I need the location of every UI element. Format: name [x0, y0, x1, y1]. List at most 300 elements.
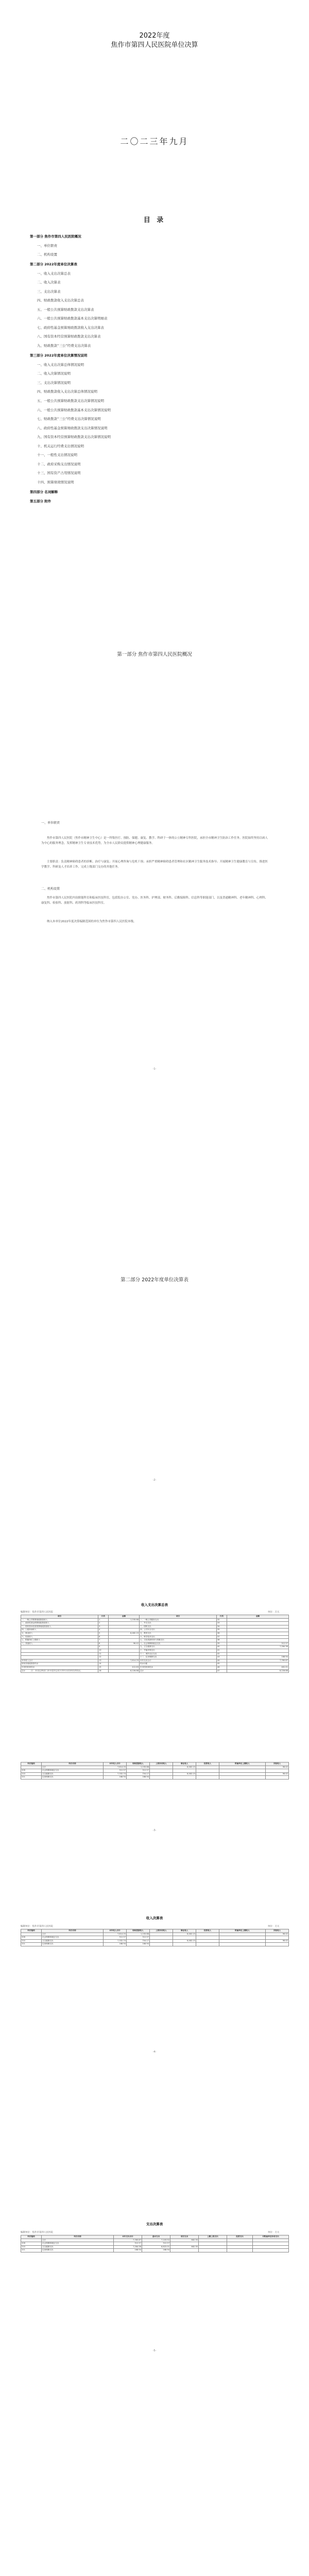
table-row	[21, 1642, 289, 1646]
table-header-cell: 本年支出合计	[114, 2235, 142, 2239]
toc-entry: 九、国有资本经营预算财政拨款支出决算情况说明	[37, 435, 111, 439]
table-cell: 十二、住房保障支出	[140, 1656, 217, 1659]
toc-entry: 四、财政拨款收入支出决算总表	[37, 298, 84, 302]
toc-part-entry: 第一部分 焦作市第四人民医院概况	[30, 234, 81, 239]
table-cell: 8,226.88	[109, 1669, 140, 1673]
table-cell: 7,332.74	[104, 1772, 127, 1776]
table2-unit-label: 编制单位：焦作市第四人民医院	[21, 1925, 53, 1928]
table3-title: 支出决算表	[146, 2222, 163, 2226]
table-cell: 96.42	[266, 1939, 289, 1943]
table-cell	[219, 1772, 266, 1776]
table-cell: 10	[98, 1649, 109, 1652]
duties-paragraph-2: 主要职责：负责精神障碍患者的诊断、治疗与康复；开展心理咨询与危机干预；承担严重精神障碍患者管理和社区精神卫生服务技术指导；开展精神卫生健康教育与宣传，推进医学教学、科研及人才培养工作，完成上级部门交办的其他任务。	[41, 860, 268, 869]
table-cell: 221	[21, 1776, 42, 1780]
table2-income	[21, 1929, 289, 1946]
table-cell	[266, 1769, 289, 1773]
table-cell: 168.94	[127, 1776, 150, 1780]
table-cell: 七、文化旅游体育与传媒支出	[140, 1639, 217, 1642]
table-cell	[173, 1936, 196, 1940]
table-cell: 16	[98, 1669, 109, 1673]
toc-entry: 九、财政拨款“三公”经费支出决算表	[37, 344, 91, 348]
table-cell: 社会保障和就业支出	[42, 1769, 104, 1773]
table-cell: 1,235.68	[109, 1618, 140, 1622]
toc-part-entry: 第二部分 2022年度单位决算表	[30, 262, 77, 266]
toc-entry: 十、机关运行经费支出情况说明	[37, 444, 84, 448]
table-row	[21, 1936, 289, 1940]
table-cell	[109, 1629, 140, 1632]
table-cell: 7,103.52	[142, 2239, 170, 2242]
page-number: -5-	[152, 2349, 157, 2352]
table-header-cell: 上缴上级支出	[199, 2235, 227, 2239]
table-cell: 三、国防支出	[140, 1625, 217, 1629]
page-number: -2-	[152, 1479, 157, 1482]
table-cell: 12	[98, 1656, 109, 1659]
table-header-cell: 科目名称	[42, 1762, 104, 1766]
table-cell: 754.17	[127, 1772, 150, 1776]
table-cell: 十一、城乡社区支出	[140, 1652, 217, 1656]
cover-year-title: 2022年度	[139, 32, 170, 40]
table-cell: 一、一般公共预算财政拨款收入	[21, 1618, 98, 1622]
table-cell	[21, 1649, 98, 1652]
table-cell	[109, 1639, 140, 1642]
cover-org-title: 焦作市第四人民医院单位决算	[111, 41, 198, 49]
toc-entry: 二、收入决算情况说明	[37, 371, 71, 376]
table3-money-unit: 单位：万元	[268, 2231, 280, 2234]
table-cell: 6,482.15	[173, 1766, 196, 1769]
table-cell	[196, 1933, 219, 1936]
table-cell	[266, 1936, 289, 1940]
table-cell: 本年支出合计	[140, 1659, 217, 1663]
table1-money-unit: 单位：万元	[268, 1611, 280, 1614]
table-row	[21, 1622, 289, 1625]
table-cell	[21, 1656, 98, 1659]
table-cell	[199, 2239, 227, 2242]
table-cell	[109, 1622, 140, 1625]
table-cell: 221	[21, 2249, 42, 2252]
table-cell: 96.42	[266, 1933, 289, 1936]
table-cell: 四、上级补助收入	[21, 1629, 98, 1632]
table-cell: 44	[217, 1659, 227, 1663]
table-cell: 6,482.15	[173, 1939, 196, 1943]
table-cell: 卫生健康支出	[42, 1939, 104, 1943]
toc-entry: 十三、国有资产占用情况说明	[37, 471, 81, 475]
toc-entry: 六、一般公共预算财政拨款基本支出决算情况说明	[37, 408, 111, 412]
table-cell: 312.57	[127, 1936, 150, 1940]
table-cell: 本年收入合计	[21, 1659, 98, 1663]
table-cell: 412.63	[109, 1666, 140, 1669]
table-cell: 6	[98, 1635, 109, 1639]
table-cell: 96.42	[109, 1642, 140, 1646]
toc-entry: 三、支出决算情况说明	[37, 381, 71, 385]
table2-money-unit: 单位：万元	[268, 1925, 280, 1928]
table-cell: 7,814.25	[104, 1766, 127, 1769]
table-header-cell: 其他收入	[266, 1929, 289, 1933]
table-row	[21, 1766, 289, 1769]
table-row	[21, 1663, 289, 1666]
table-cell	[199, 2249, 227, 2252]
table-cell: 39	[217, 1642, 227, 1646]
table-cell: 208	[21, 2242, 42, 2246]
table-cell	[227, 1629, 289, 1632]
table-cell	[109, 1663, 140, 1666]
table-header-cell: 上级补助收入	[150, 1929, 173, 1933]
table-header-cell: 基本支出	[142, 2235, 170, 2239]
table-header-cell: 其他收入	[266, 1762, 289, 1766]
table-cell: 住房保障支出	[42, 1776, 104, 1780]
table-cell	[253, 2249, 289, 2252]
table-cell	[219, 1939, 266, 1943]
table-cell: 二、政府性基金预算财政拨款收入	[21, 1622, 98, 1625]
table-cell: 40	[217, 1646, 227, 1649]
toc-entry: 五、一般公共预算财政拨款支出决算情况说明	[37, 399, 104, 403]
table-cell	[253, 2242, 289, 2246]
table-cell: 六、经营收入	[21, 1635, 98, 1639]
toc-entry: 十四、预算绩效情况说明	[37, 480, 74, 484]
table-cell: 36	[217, 1632, 227, 1635]
table-cell: 使用非财政拨款结余	[21, 1663, 98, 1666]
table-cell	[21, 1766, 42, 1769]
table-cell: 6,622.01	[142, 2245, 170, 2249]
table-cell: 96.42	[266, 1766, 289, 1769]
table-cell: 社会保障和就业支出	[42, 2242, 114, 2246]
table-cell: 7	[98, 1639, 109, 1642]
toc-entry: 七、政府性基金预算财政拨款收入支出决算表	[37, 326, 104, 330]
table-cell	[227, 1632, 289, 1635]
table-cell: 7,765.87	[114, 2239, 142, 2242]
table-cell: 卫生健康支出	[42, 1772, 104, 1776]
table-cell	[253, 2239, 289, 2242]
table-header-row	[21, 1929, 289, 1933]
table1-unit-label: 编制单位：焦作市第四人民医院	[21, 1611, 53, 1614]
table-cell: 三、国有资本经营预算财政拨款收入	[21, 1625, 98, 1629]
table-cell	[150, 1933, 173, 1936]
table-cell: 6,482.15	[109, 1632, 140, 1635]
table-cell: 34	[217, 1625, 227, 1629]
toc-part-entry: 第三部分 2022年度单位决算情况说明	[30, 353, 88, 358]
table-header-cell: 科目名称	[42, 1929, 104, 1933]
table-cell: 1,235.68	[127, 1766, 150, 1769]
table-cell: 年初结转和结余	[21, 1666, 98, 1669]
table-row	[21, 1656, 289, 1659]
table-cell	[227, 1649, 289, 1652]
table-cell: 168.94	[104, 1943, 127, 1946]
table-cell: 八、其他收入	[21, 1642, 98, 1646]
table-cell: 结余分配	[140, 1663, 217, 1666]
table-cell: 13	[98, 1659, 109, 1663]
part1-title: 第一部分 焦作市第四人民医院概况	[117, 652, 192, 657]
table-cell	[219, 1936, 266, 1940]
table-cell: 168.94	[104, 1776, 127, 1780]
table-cell: 6,482.15	[173, 1933, 196, 1936]
table-cell: 11	[98, 1652, 109, 1656]
table-header-cell: 科目编码	[21, 1762, 42, 1766]
org-heading: 二、机构设置	[41, 887, 60, 891]
table-cell	[21, 2239, 42, 2242]
table-cell: 九、卫生健康支出	[140, 1646, 217, 1649]
table-cell	[150, 1766, 173, 1769]
toc-entry: 八、国有资本经营预算财政拨款支出决算表	[37, 334, 101, 338]
toc-entry: 八、政府性基金预算财政拨款支出决算情况说明	[37, 426, 108, 430]
table-cell: 312.57	[127, 1769, 150, 1773]
table-header-cell: 金额	[227, 1615, 289, 1619]
table-cell: 7,284.36	[114, 2245, 142, 2249]
table3-unit-label: 编制单位：焦作市第四人民医院	[21, 2231, 53, 2234]
table-row	[21, 2239, 289, 2242]
table-cell: 合计	[42, 1933, 104, 1936]
table-header-cell: 经营收入	[196, 1929, 219, 1933]
toc-entry: 三、支出决算表	[37, 290, 61, 294]
table-cell: 210	[21, 2245, 42, 2249]
table-cell: 一、一般公共服务支出	[140, 1618, 217, 1622]
table-cell	[266, 1943, 289, 1946]
table-header-cell: 上级补助收入	[150, 1762, 173, 1766]
table-cell	[227, 1639, 289, 1642]
table-cell: 总计	[140, 1669, 217, 1673]
table-cell: 35	[217, 1629, 227, 1632]
table-cell	[199, 2245, 227, 2249]
table1-detail	[21, 1762, 289, 1780]
table-cell	[21, 1652, 98, 1656]
table-cell: 33	[217, 1622, 227, 1625]
toc-entry: 一、收入支出决算总表	[37, 272, 71, 276]
table1-title: 收入支出决算总表	[141, 1603, 168, 1607]
table-header-cell: 本年收入合计	[104, 1929, 127, 1933]
table-cell: 8,226.88	[227, 1669, 289, 1673]
table-cell	[227, 2242, 253, 2246]
table-cell: 168.94	[114, 2249, 142, 2252]
table-cell: 46	[217, 1666, 227, 1669]
table-header-row	[21, 2235, 289, 2239]
table1-income-expense-summary	[21, 1615, 289, 1673]
table-row	[21, 1649, 289, 1652]
table-cell: 1	[98, 1618, 109, 1622]
table-cell	[219, 1943, 266, 1946]
table-cell: 年末结转和结余	[140, 1666, 217, 1669]
table-cell: 208	[21, 1936, 42, 1940]
table-cell: 42	[217, 1652, 227, 1656]
table-header-cell: 科目名称	[42, 2235, 114, 2239]
toc-entry: 二、收入决算表	[37, 280, 61, 284]
table-cell	[21, 1933, 42, 1936]
table-header-cell: 事业收入	[173, 1762, 196, 1766]
table-header-row	[21, 1615, 289, 1619]
part2-title: 第二部分 2022年度单位决算表	[121, 1277, 188, 1283]
table-row	[21, 1933, 289, 1936]
table-cell: 四、公共安全支出	[140, 1629, 217, 1632]
table-cell	[150, 1769, 173, 1773]
table-cell: 五、事业收入	[21, 1632, 98, 1635]
table-row	[21, 1618, 289, 1622]
toc-heading: 目 录	[143, 216, 166, 224]
table-header-cell: 科目编码	[21, 2235, 42, 2239]
toc-entry: 十二、政府采购支出情况说明	[37, 462, 81, 466]
table-cell: 168.94	[127, 1943, 150, 1946]
table-cell: 312.57	[142, 2242, 170, 2246]
table-row	[21, 1646, 289, 1649]
table-cell: 43	[217, 1656, 227, 1659]
table-cell: 3	[98, 1625, 109, 1629]
table-cell: 七、附属单位上缴收入	[21, 1639, 98, 1642]
table-cell	[109, 1652, 140, 1656]
table-cell	[109, 1649, 140, 1652]
table-cell	[196, 1772, 219, 1776]
table-cell	[227, 1652, 289, 1656]
table-cell	[227, 2245, 253, 2249]
table-cell	[219, 1933, 266, 1936]
table-cell	[199, 2242, 227, 2246]
table-cell	[21, 1646, 98, 1649]
cover-date: 二〇二三年九月	[120, 137, 189, 146]
table-cell: 6,482.15	[173, 1772, 196, 1776]
toc-entry: 二、机构设置	[37, 252, 57, 257]
table-cell: 1,235.68	[127, 1933, 150, 1936]
toc-part-entry: 第五部分 附件	[30, 499, 52, 503]
table-row	[21, 1659, 289, 1663]
table-row	[21, 1639, 289, 1642]
table-header-row	[21, 1762, 289, 1766]
table-row	[21, 1632, 289, 1635]
table-cell	[150, 1772, 173, 1776]
table-cell: 卫生健康支出	[42, 2245, 114, 2249]
table-cell: 312.57	[104, 1769, 127, 1773]
duties-heading: 一、单位职责	[41, 821, 60, 825]
table-row	[21, 2242, 289, 2246]
table-cell	[150, 1943, 173, 1946]
table-cell	[227, 1663, 289, 1666]
table-cell: 十、节能环保支出	[140, 1649, 217, 1652]
toc-part-entry: 第四部分 名词解释	[30, 490, 58, 494]
table-row	[21, 1939, 289, 1943]
table-header-cell: 行次	[98, 1615, 109, 1619]
table-cell: 8	[98, 1642, 109, 1646]
toc-entry: 十一、一般性支出情况说明	[37, 453, 77, 457]
table-cell	[173, 1769, 196, 1773]
table-row	[21, 1943, 289, 1946]
table-cell	[227, 1635, 289, 1639]
table-row	[21, 1772, 289, 1776]
table3-expense	[21, 2235, 289, 2252]
table-cell: 五、教育支出	[140, 1632, 217, 1635]
table-cell: 32	[217, 1618, 227, 1622]
table-cell: 47	[217, 1669, 227, 1673]
table-cell: 168.94	[227, 1656, 289, 1659]
toc-entry: 五、一般公共预算财政拨款支出决算表	[37, 308, 94, 312]
table-cell: 754.17	[127, 1939, 150, 1943]
table-cell	[227, 1625, 289, 1629]
table-cell: 15	[98, 1666, 109, 1669]
table-cell: 7,284.36	[227, 1646, 289, 1649]
table-cell: 461.01	[227, 1666, 289, 1669]
table-cell: 221	[21, 1943, 42, 1946]
table-header-cell: 金额	[109, 1615, 140, 1619]
table-cell: 210	[21, 1939, 42, 1943]
table-cell	[196, 1943, 219, 1946]
table-cell	[170, 2249, 199, 2252]
table-cell: 住房保障支出	[42, 1943, 104, 1946]
table1-note: 注：本表反映部门本年度的总收支和年末结转结余情况。	[31, 1669, 82, 1672]
org-paragraph-2: 纳入本单位2022年度决算编制范围的单位为焦作市第四人民医院本级。	[47, 920, 136, 923]
table-cell: 八、社会保障和就业支出	[140, 1642, 217, 1646]
table-cell: 208	[21, 1769, 42, 1773]
table-header-cell: 财政拨款收入	[127, 1929, 150, 1933]
table-header-cell: 经营支出	[227, 2235, 253, 2239]
table-cell	[173, 1943, 196, 1946]
table-cell: 210	[21, 1772, 42, 1776]
table-row	[21, 1666, 289, 1669]
table-cell	[109, 1646, 140, 1649]
table-cell: 社会保障和就业支出	[42, 1936, 104, 1940]
table-cell: 38	[217, 1639, 227, 1642]
table-cell: 45	[217, 1663, 227, 1666]
toc-entry: 七、财政拨款“三公”经费支出决算情况说明	[37, 417, 101, 421]
table-header-cell: 本年收入合计	[104, 1762, 127, 1766]
table-row	[21, 1652, 289, 1656]
table-row	[21, 1629, 289, 1632]
table-cell: 7,814.25	[104, 1933, 127, 1936]
table-row	[21, 2245, 289, 2249]
table-header-cell: 附属单位上缴收入	[219, 1929, 266, 1933]
table-cell	[227, 1618, 289, 1622]
table-cell: 7,765.87	[227, 1659, 289, 1663]
table-cell	[196, 1776, 219, 1780]
table-cell: 168.94	[142, 2249, 170, 2252]
table-cell	[196, 1766, 219, 1769]
table-cell: 7,814.25	[109, 1659, 140, 1663]
table-cell	[196, 1936, 219, 1940]
table-cell: 662.35	[170, 2239, 199, 2242]
table-header-cell: 项目支出	[170, 2235, 199, 2239]
table-cell: 312.57	[104, 1936, 127, 1940]
table-row	[21, 1625, 289, 1629]
page-number: -3-	[152, 1829, 157, 1832]
table-cell	[150, 1776, 173, 1780]
table-header-cell: 经营收入	[196, 1762, 219, 1766]
table-cell: 37	[217, 1635, 227, 1639]
table-cell: 312.57	[114, 2242, 142, 2246]
table-cell	[219, 1766, 266, 1769]
table2-title: 收入决算表	[146, 1916, 163, 1920]
table-header-cell: 对附属单位补助支出	[253, 2235, 289, 2239]
table-cell	[170, 2242, 199, 2246]
table-cell: 二、外交支出	[140, 1622, 217, 1625]
table-header-cell: 科目编码	[21, 1929, 42, 1933]
table-cell	[227, 2239, 253, 2242]
table-cell: 5	[98, 1632, 109, 1635]
table-cell	[219, 1769, 266, 1773]
table-cell: 六、科学技术支出	[140, 1635, 217, 1639]
table-cell: 总计	[21, 1669, 98, 1673]
page-number: -4-	[152, 2050, 157, 2054]
page-number: -1-	[152, 1067, 157, 1071]
table-cell	[150, 1939, 173, 1943]
table-cell: 7,332.74	[104, 1939, 127, 1943]
table-row	[21, 2249, 289, 2252]
table-cell	[253, 2245, 289, 2249]
table-cell	[109, 1656, 140, 1659]
table-cell: 312.57	[227, 1642, 289, 1646]
table-header-cell: 事业收入	[173, 1929, 196, 1933]
table-row	[21, 1769, 289, 1773]
table-cell: 14	[98, 1663, 109, 1666]
toc-entry: 六、一般公共预算财政拨款基本支出决算明细表	[37, 316, 108, 320]
table-cell	[109, 1635, 140, 1639]
table-cell: 4	[98, 1629, 109, 1632]
table-cell	[196, 1769, 219, 1773]
table-header-cell: 项目	[140, 1615, 217, 1619]
table-cell: 住房保障支出	[42, 2249, 114, 2252]
table-header-cell: 行次	[217, 1615, 227, 1619]
table-cell	[266, 1776, 289, 1780]
